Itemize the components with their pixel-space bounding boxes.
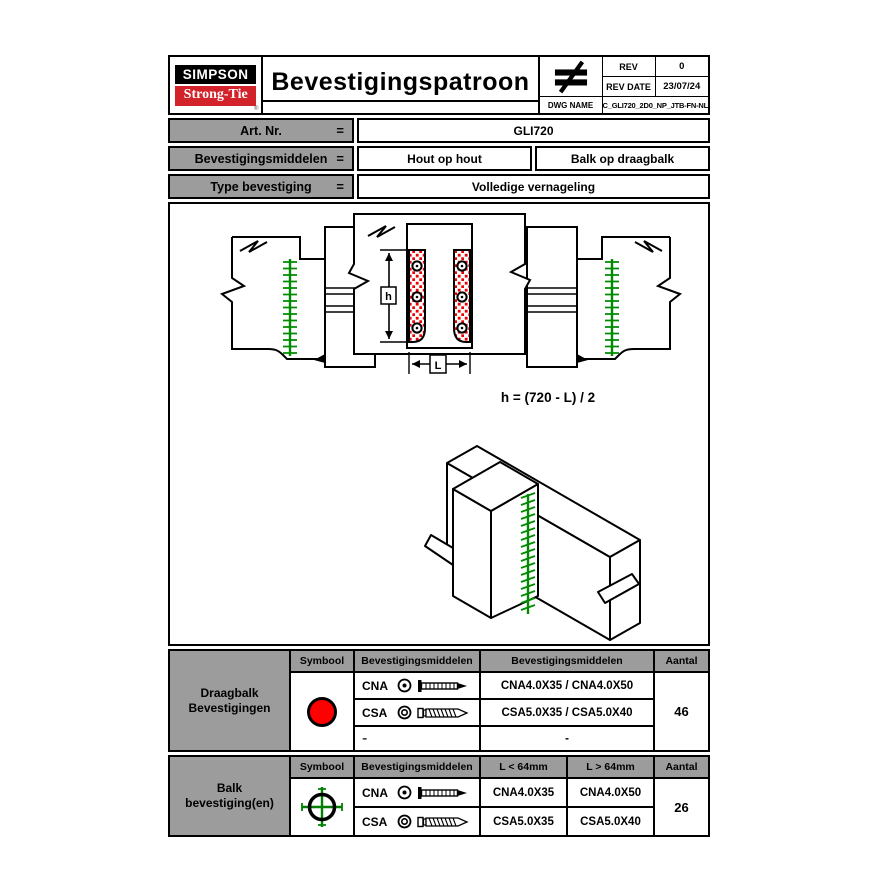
- info-row-bevestigingsmiddelen: [168, 146, 710, 171]
- spec-csa: CSA5.0X35 / CSA5.0X40: [481, 700, 653, 725]
- equals-sign: =: [336, 179, 344, 194]
- title-cell: [263, 57, 537, 113]
- side-view-right: [527, 227, 680, 367]
- info-row-art-nr: [168, 118, 710, 143]
- spec-cna-small: CNA4.0X35: [481, 779, 566, 806]
- header-symbool: Symbool: [291, 757, 353, 777]
- page-title: Bevestigingspatroon: [263, 68, 537, 102]
- draagbalk-label-line1: Draagbalk: [200, 685, 259, 700]
- dim-l-label: L: [434, 360, 442, 372]
- header-l-small: L < 64mm: [481, 757, 566, 777]
- header-symbool: Symbool: [291, 651, 353, 671]
- not-equal-symbol-icon: [540, 57, 602, 96]
- spec-csa-small: CSA5.0X35: [481, 808, 566, 835]
- side-view-left: [222, 227, 375, 367]
- spec-cna: CNA4.0X35 / CNA4.0X50: [481, 673, 653, 698]
- fastener-csa-row: [355, 700, 479, 725]
- draagbalk-row-label: [170, 651, 289, 750]
- balk-label-line1: Balk: [216, 781, 243, 795]
- bevestigingsmiddelen-label: Bevestigingsmiddelen: [194, 151, 328, 166]
- fastener-code: CNA: [362, 678, 388, 693]
- header-bevestigingsmiddelen-2: Bevestigingsmiddelen: [481, 651, 653, 671]
- dim-h-label: h: [385, 291, 392, 303]
- isometric-view: [425, 446, 640, 640]
- crosshair-symbol-icon: [291, 779, 353, 835]
- aantal-value: 26: [655, 779, 708, 835]
- header-bevestigingsmiddelen: Bevestigingsmiddelen: [355, 651, 479, 671]
- screw-head-icon: [397, 814, 412, 829]
- fastener-code: CSA: [362, 705, 388, 720]
- rev-value: 0: [656, 57, 708, 76]
- rev-label: REV: [603, 57, 655, 76]
- art-nr-label-cell: [168, 118, 354, 143]
- screw-side-icon: [417, 706, 469, 720]
- fastener-empty-row: -: [355, 727, 479, 750]
- front-view: [349, 214, 530, 374]
- fastener-code: CSA: [362, 814, 388, 829]
- technical-drawing-canvas: [170, 204, 708, 644]
- balk-label-line2: bevestiging(en): [185, 796, 274, 810]
- fastener-csa-row: [355, 808, 479, 835]
- logo-strongtie-text: Strong-Tie: [175, 86, 256, 106]
- spec-cna-large: CNA4.0X50: [568, 779, 653, 806]
- art-nr-label: Art. Nr.: [240, 123, 282, 138]
- equals-sign: =: [336, 151, 344, 166]
- header-bevestigingsmiddelen: Bevestigingsmiddelen: [355, 757, 479, 777]
- info-row-type-bevestiging: [168, 174, 710, 199]
- nail-side-icon: [417, 679, 469, 693]
- break-symbol-icon: [240, 241, 267, 252]
- screw-side-icon: [417, 815, 469, 829]
- fastener-code: CNA: [362, 785, 388, 800]
- draagbalk-fasteners-table: [168, 649, 710, 752]
- not-equal-glyph: [552, 60, 590, 94]
- type-bevestiging-label-cell: [168, 174, 354, 199]
- header-aantal: Aantal: [655, 757, 708, 777]
- title-block: [168, 55, 710, 115]
- balk-fasteners-table: [168, 755, 710, 837]
- type-bevestiging-label: Type bevestiging: [210, 179, 312, 194]
- drawing-sheet: [168, 55, 710, 837]
- screw-head-icon: [397, 705, 412, 720]
- nail-side-icon: [417, 786, 469, 800]
- nail-head-icon: [397, 678, 412, 693]
- aantal-value: 46: [655, 673, 708, 750]
- dimension-l: [409, 352, 470, 374]
- fastener-cna-row: [355, 673, 479, 698]
- draagbalk-label-line2: Bevestigingen: [188, 700, 271, 715]
- drawing-area: [168, 202, 710, 646]
- bevestigingsmiddelen-label-cell: [168, 146, 354, 171]
- simpson-strongtie-logo: [170, 57, 263, 113]
- balk-op-draagbalk-value: Balk op draagbalk: [535, 146, 710, 171]
- nails-column-icon: [283, 259, 297, 356]
- dwg-name-label: DWG NAME: [540, 97, 602, 113]
- registered-mark: ®: [253, 106, 259, 112]
- beam-outline: [222, 237, 325, 359]
- spec-csa-large: CSA5.0X40: [568, 808, 653, 835]
- revision-block: [538, 57, 708, 113]
- nail-head-icon: [397, 785, 412, 800]
- spec-empty: -: [481, 727, 653, 750]
- hout-op-hout-value: Hout op hout: [357, 146, 532, 171]
- type-bevestiging-value: Volledige vernageling: [357, 174, 710, 199]
- logo-simpson-text: SIMPSON: [175, 65, 256, 84]
- rev-date-label: REV DATE: [603, 77, 655, 96]
- art-nr-value: GLI720: [357, 118, 710, 143]
- balk-row-label: [170, 757, 289, 835]
- dwg-name-value: C_GLI720_2D0_NP_JTB-FN-NL: [603, 97, 708, 113]
- equals-sign: =: [336, 123, 344, 138]
- rev-date-value: 23/07/24: [656, 77, 708, 96]
- header-l-large: L > 64mm: [568, 757, 653, 777]
- height-formula: h = (720 - L) / 2: [500, 390, 596, 405]
- fastener-cna-row: [355, 779, 479, 806]
- red-circle-symbol-icon: [291, 673, 353, 750]
- header-aantal: Aantal: [655, 651, 708, 671]
